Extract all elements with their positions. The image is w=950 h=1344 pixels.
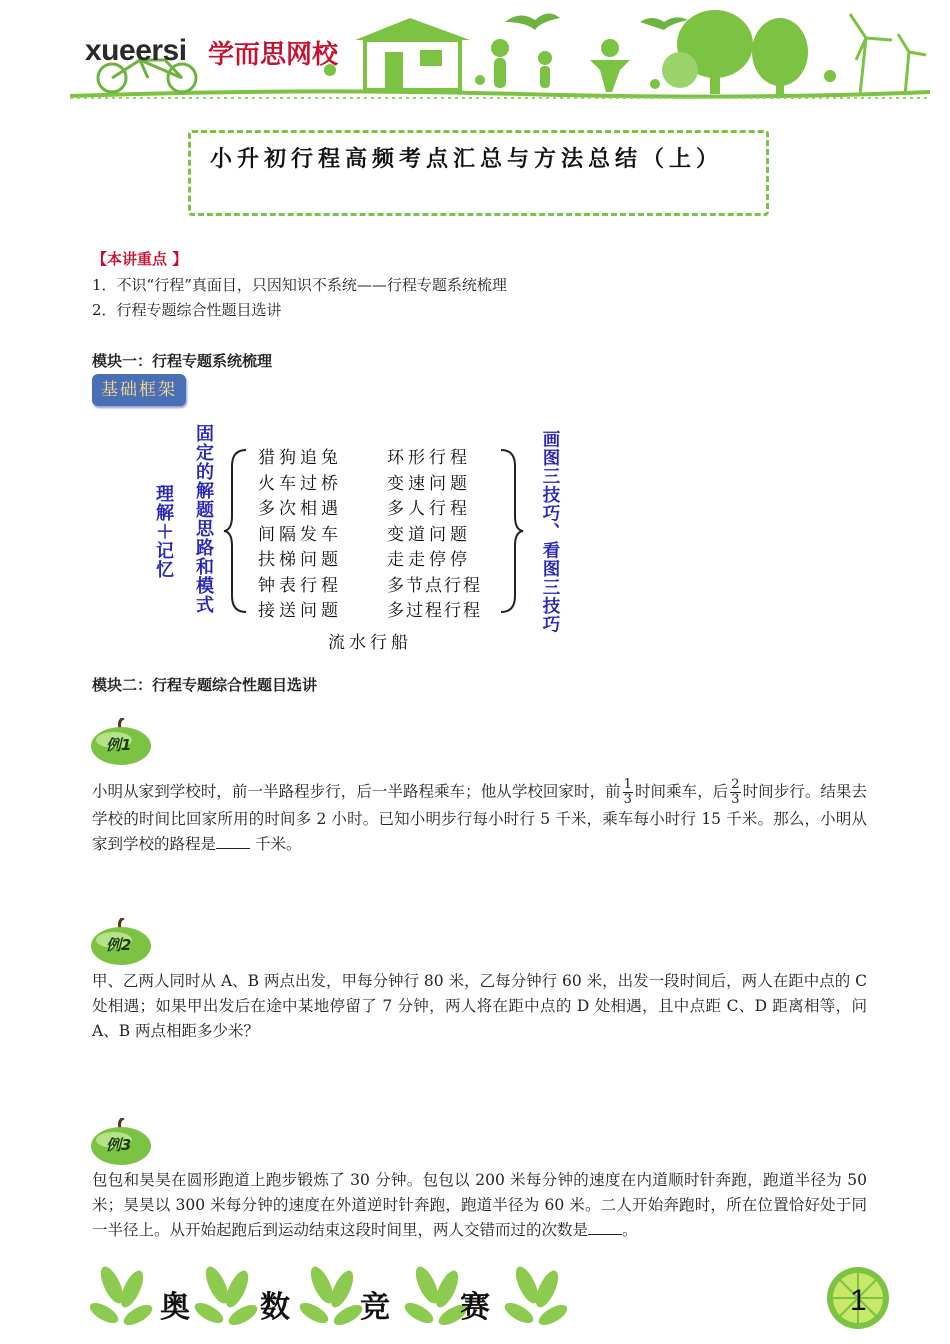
topic-item: 间隔发车	[258, 524, 342, 545]
tree-icon	[662, 10, 808, 94]
framework-bottom-topic: 流水行船	[328, 633, 412, 653]
footer-char: 数	[260, 1290, 290, 1325]
key-points-label: 【本讲重点 】	[92, 250, 188, 268]
topic-item: 多节点行程	[387, 575, 482, 596]
topic-item: 环形行程	[387, 448, 471, 468]
topic-item: 火车过桥	[258, 473, 342, 494]
topic-item: 多过程行程	[387, 601, 482, 621]
people-icon	[491, 39, 630, 92]
example-2-text: 甲、乙两人同时从 A、B 两点出发，甲每分钟行 80 米，乙每分钟行 60 米，出发一段时间后，两人在距中点的 C 处相遇；如果甲出发后在途中某地停留了 7 分钟，两人将在距中点的 D 处相遇，且中点距 C、D 距离相等，问 A、B 两点相距多少米？	[92, 972, 867, 1040]
page-title: 小升初行程高频考点汇总与方法总结（上）	[210, 146, 724, 172]
basic-framework-badge: 基础框架	[92, 374, 186, 406]
framework-column-2	[387, 443, 482, 622]
framework-column-1	[258, 443, 342, 622]
brand-logo-latin: xueersi	[85, 34, 187, 67]
bird-icon	[640, 17, 688, 30]
topic-item: 变速问题	[387, 473, 471, 494]
topic-item: 多次相遇	[258, 499, 342, 519]
module-heading: 模块一：行程专题系统梳理	[92, 352, 273, 370]
topic-item: 扶梯问题	[258, 550, 342, 570]
key-point-item: 1．不识“行程”真面目，只因知识不系统——行程专题系统梳理	[92, 276, 507, 294]
windmill-icon	[850, 14, 926, 95]
answer-blank	[216, 834, 250, 849]
footer-char: 赛	[460, 1290, 490, 1325]
footer-char: 奥	[160, 1290, 190, 1325]
topic-item: 钟表行程	[258, 575, 342, 596]
page-header	[0, 0, 950, 110]
module-heading: 模块二：行程专题综合性题目选讲	[92, 676, 318, 694]
answer-blank	[588, 1220, 622, 1235]
topic-item: 变道问题	[387, 524, 471, 545]
fraction: $\frac{1}{3}$	[623, 777, 632, 807]
example-badge: 例2	[90, 918, 152, 970]
topic-item: 猎狗追兔	[258, 448, 342, 468]
topic-item: 多人行程	[387, 499, 471, 519]
framework-right-label: 画图三技巧、看图三技巧	[540, 430, 560, 634]
example-badge: 例3	[90, 1118, 152, 1170]
page-number: 1	[850, 1284, 867, 1317]
footer-char: 竞	[360, 1290, 390, 1325]
bird-icon	[505, 13, 560, 30]
topic-item: 接送问题	[258, 601, 342, 621]
house-icon	[355, 18, 470, 90]
example-1-text: 小明从家到学校时，前一半路程步行，后一半路程乘车；他从学校回家时，前 $\frac{1}{3}$ 时间乘车，后 $\frac{2}{3}$ 时间步行。结果去学校的时间比回家所用的时间多 2 小时。已知小明步行每小时行 5 千米，乘车每小时行 15 千米。那么，小明从家到学校的路程是 千米。	[92, 777, 867, 853]
key-point-item: 2．行程专题综合性题目选讲	[92, 301, 282, 319]
brand-logo-chinese: 学而思网校	[208, 40, 339, 70]
topic-item: 走走停停	[387, 550, 471, 570]
left-brace	[222, 446, 252, 616]
fraction: $\frac{2}{3}$	[731, 777, 740, 807]
framework-left-outer: 理解＋记忆	[153, 484, 174, 579]
framework-left-inner: 固定的解题思路和模式	[193, 424, 214, 614]
example-badge: 例1	[90, 718, 152, 770]
right-brace	[497, 446, 527, 616]
example-3-text: 包包和昊昊在圆形跑道上跑步锻炼了 30 分钟。包包以 200 米每分钟的速度在内道顺时针奔跑，跑道半径为 50 米；昊昊以 300 米每分钟的速度在外道逆时针奔跑，跑道半径为 60 米。二人开始奔跑时，所在位置恰好处于同一半径上。从开始起跑后到运动结束这段时间里，两人交错而过的次数是 。	[92, 1171, 867, 1239]
